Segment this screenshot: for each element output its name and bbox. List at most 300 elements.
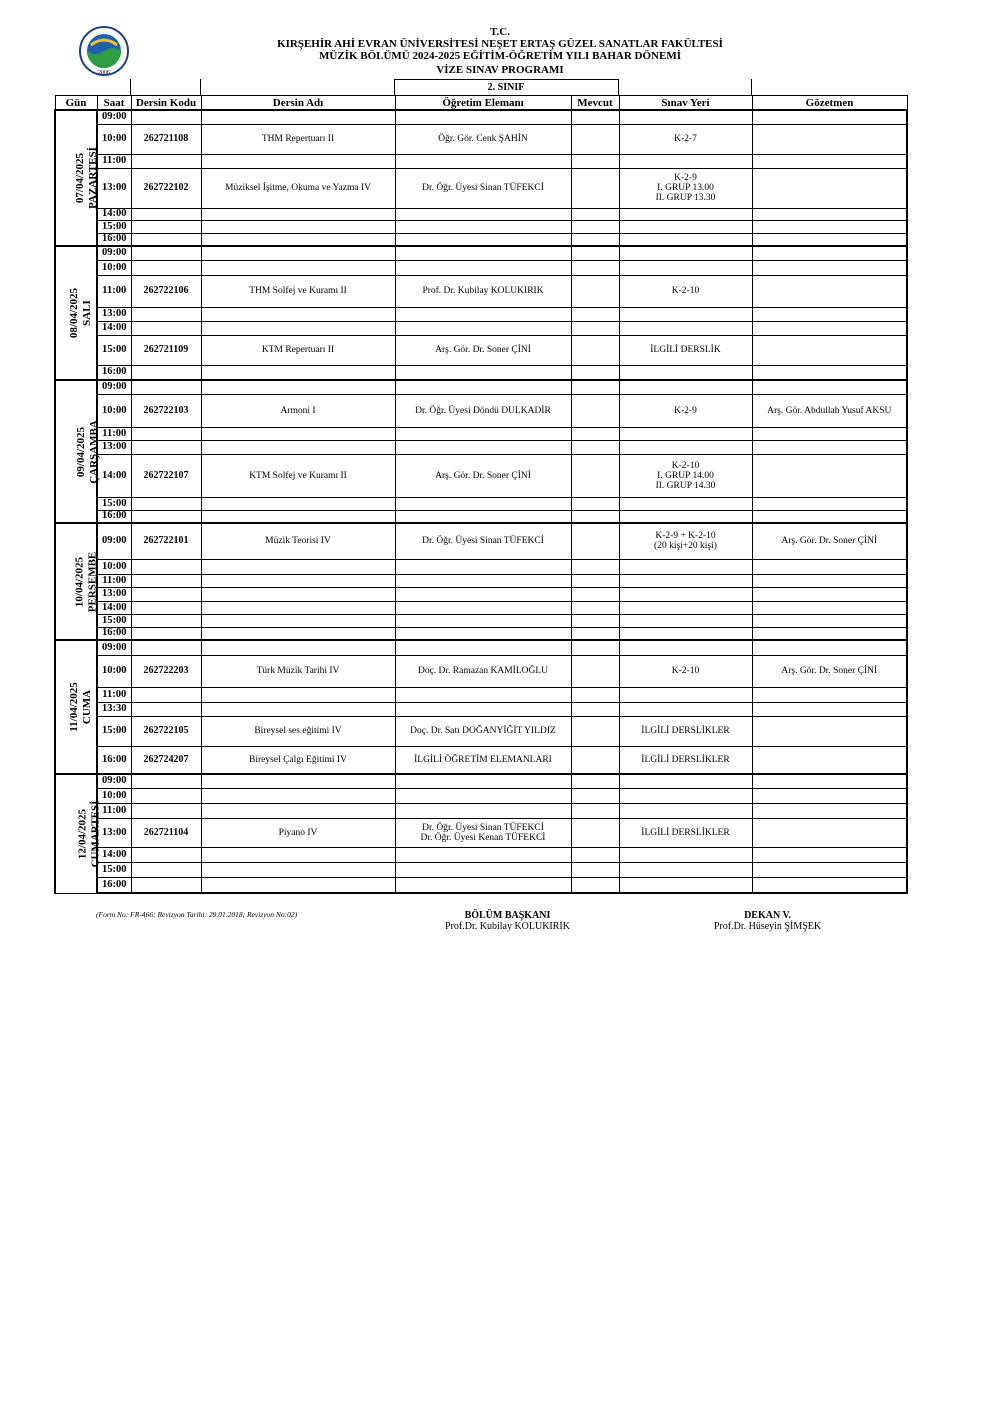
table-row [55, 862, 907, 877]
exam-room-cell [619, 559, 752, 574]
course-name-cell [201, 380, 395, 394]
course-name-cell: THM Repertuarı II [201, 124, 395, 154]
count-cell [571, 774, 619, 788]
day-cell [55, 246, 97, 380]
saat-cell: 09:00 [97, 246, 131, 260]
instructor-cell [395, 687, 571, 702]
course-code-cell [131, 208, 201, 220]
count-cell [571, 655, 619, 687]
course-code-cell: 262721108 [131, 124, 201, 154]
exam-room-cell [619, 233, 752, 246]
table-row [55, 877, 907, 893]
day-block [55, 246, 907, 380]
proctor-cell [752, 154, 907, 168]
saat-cell: 09:00 [97, 640, 131, 655]
proctor-cell [752, 702, 907, 716]
exam-room-cell: İLGİLİ DERSLİK [619, 335, 752, 365]
exam-room-cell-line: I. GRUP 13.00 [657, 183, 714, 193]
table-row [55, 587, 907, 601]
count-cell [571, 220, 619, 233]
course-name-cell [201, 587, 395, 601]
course-name-cell: Armoni I [201, 394, 395, 427]
proctor-cell [752, 110, 907, 124]
saat-cell: 10:00 [97, 655, 131, 687]
col-header-kod: Dersin Kodu [131, 96, 201, 111]
proctor-cell [752, 233, 907, 246]
course-code-cell [131, 427, 201, 440]
instructor-cell [395, 788, 571, 803]
count-cell [571, 275, 619, 307]
day-name: SALI [81, 300, 94, 326]
saat-cell: 11:00 [97, 574, 131, 587]
exam-room-cell [619, 307, 752, 321]
course-name-cell [201, 246, 395, 260]
proctor-cell [752, 687, 907, 702]
count-cell [571, 862, 619, 877]
proctor-cell [752, 275, 907, 307]
saat-cell: 09:00 [97, 774, 131, 788]
day-date: 10/04/2025 [73, 556, 86, 607]
exam-room-cell: K-2-10 [619, 275, 752, 307]
count-cell [571, 335, 619, 365]
instructor-cell: İLGİLİ ÖĞRETİM ELEMANLARI [395, 746, 571, 774]
course-name-cell [201, 687, 395, 702]
course-name-cell [201, 847, 395, 862]
saat-cell: 10:00 [97, 124, 131, 154]
table-row [55, 497, 907, 510]
exam-room-cell: İLGİLİ DERSLİKLER [619, 716, 752, 746]
col-header-yer: Sınav Yeri [619, 96, 752, 111]
course-code-cell [131, 627, 201, 640]
saat-cell: 11:00 [97, 803, 131, 818]
department-head-title: BÖLÜM BAŞKANI [464, 910, 551, 921]
count-cell [571, 574, 619, 587]
day-date: 12/04/2025 [76, 808, 89, 859]
saat-cell: 11:00 [97, 427, 131, 440]
table-row [55, 427, 907, 440]
instructor-cell [395, 321, 571, 335]
instructor-cell [395, 110, 571, 124]
exam-room-cell [619, 427, 752, 440]
table-row [55, 847, 907, 862]
count-cell [571, 154, 619, 168]
logo-year: 2006 [98, 70, 110, 76]
saat-cell: 13:00 [97, 168, 131, 208]
instructor-cell [395, 559, 571, 574]
proctor-cell [752, 774, 907, 788]
course-name-cell: Türk Müzik Tarihi IV [201, 655, 395, 687]
table-row [55, 746, 907, 774]
proctor-cell [752, 627, 907, 640]
proctor-cell: Arş. Gör. Dr. Soner ÇİNİ [752, 655, 907, 687]
course-code-cell [131, 601, 201, 614]
count-cell [571, 877, 619, 893]
course-name-cell [201, 440, 395, 454]
exam-room-cell: K-2-9 [619, 394, 752, 427]
saat-cell: 15:00 [97, 220, 131, 233]
exam-room-cell: K-2-10 [619, 655, 752, 687]
course-code-cell [131, 774, 201, 788]
course-name-cell [201, 110, 395, 124]
col-header-ad: Dersin Adı [201, 96, 395, 111]
count-cell [571, 687, 619, 702]
saat-cell: 13:00 [97, 587, 131, 601]
table-header-row [55, 96, 907, 111]
proctor-cell [752, 380, 907, 394]
instructor-cell [395, 260, 571, 275]
course-code-cell [131, 803, 201, 818]
course-code-cell: 262721104 [131, 818, 201, 847]
instructor-cell [395, 427, 571, 440]
count-cell [571, 716, 619, 746]
table-row [55, 655, 907, 687]
table-row [55, 154, 907, 168]
instructor-cell [395, 510, 571, 523]
course-code-cell [131, 365, 201, 380]
exam-room-cell [619, 627, 752, 640]
course-name-cell [201, 640, 395, 655]
exam-room-cell [619, 365, 752, 380]
course-code-cell [131, 154, 201, 168]
table-row [55, 687, 907, 702]
count-cell [571, 168, 619, 208]
course-name-cell [201, 614, 395, 627]
instructor-cell [395, 627, 571, 640]
exam-room-cell [619, 877, 752, 893]
count-cell [571, 746, 619, 774]
course-code-cell [131, 788, 201, 803]
course-code-cell [131, 587, 201, 601]
day-block [55, 640, 907, 774]
course-name-cell [201, 427, 395, 440]
proctor-cell [752, 208, 907, 220]
saat-cell: 13:30 [97, 702, 131, 716]
department-head-signature [420, 910, 595, 932]
instructor-cell: Prof. Dr. Kubilay KOLUKIRIK [395, 275, 571, 307]
table-row [55, 307, 907, 321]
saat-cell: 13:00 [97, 307, 131, 321]
table-row [55, 788, 907, 803]
count-cell [571, 614, 619, 627]
exam-room-cell [619, 847, 752, 862]
course-name-cell [201, 862, 395, 877]
table-row [55, 220, 907, 233]
saat-cell: 11:00 [97, 154, 131, 168]
course-code-cell: 262722107 [131, 454, 201, 497]
count-cell [571, 847, 619, 862]
course-name-cell [201, 803, 395, 818]
instructor-cell: Doç. Dr. Ramazan KAMİLOĞLU [395, 655, 571, 687]
proctor-cell [752, 574, 907, 587]
count-cell [571, 601, 619, 614]
dean-title: DEKAN V. [744, 910, 791, 921]
exam-room-cell [619, 601, 752, 614]
course-code-cell [131, 233, 201, 246]
saat-cell: 16:00 [97, 233, 131, 246]
course-name-cell: Müziksel İşitme, Okuma ve Yazma IV [201, 168, 395, 208]
saat-cell: 16:00 [97, 510, 131, 523]
course-name-cell [201, 154, 395, 168]
header-tc: T.C. [490, 26, 510, 38]
count-cell [571, 380, 619, 394]
proctor-cell [752, 862, 907, 877]
instructor-cell: Dr. Öğr. Üyesi Sinan TÜFEKCİ [395, 523, 571, 559]
table-row [55, 440, 907, 454]
proctor-cell [752, 497, 907, 510]
table-row [55, 523, 907, 559]
exam-room-cell [619, 440, 752, 454]
saat-cell: 09:00 [97, 523, 131, 559]
count-cell [571, 233, 619, 246]
count-cell [571, 454, 619, 497]
saat-cell: 09:00 [97, 380, 131, 394]
count-cell [571, 440, 619, 454]
exam-room-cell [619, 260, 752, 275]
exam-schedule-table [54, 95, 908, 894]
dean-signature [680, 910, 855, 932]
table-row [55, 208, 907, 220]
course-code-cell [131, 260, 201, 275]
instructor-cell: Doç. Dr. Satı DOĞANYİĞİT YILDIZ [395, 716, 571, 746]
course-name-cell [201, 233, 395, 246]
exam-room-cell-line: (20 kişi+20 kişi) [654, 541, 717, 552]
proctor-cell [752, 260, 907, 275]
exam-room-cell [619, 788, 752, 803]
table-row [55, 574, 907, 587]
count-cell [571, 803, 619, 818]
proctor-cell [752, 427, 907, 440]
count-cell [571, 702, 619, 716]
exam-room-cell-line: K-2-9 + K-2-10 [655, 531, 716, 542]
day-name: PAZARTESİ [86, 147, 99, 209]
instructor-cell: Arş. Gör. Dr. Soner ÇİNİ [395, 335, 571, 365]
exam-room-cell [619, 702, 752, 716]
saat-cell: 14:00 [97, 601, 131, 614]
proctor-cell [752, 307, 907, 321]
instructor-cell [395, 574, 571, 587]
saat-cell: 16:00 [97, 627, 131, 640]
table-row [55, 601, 907, 614]
course-name-cell [201, 321, 395, 335]
exam-room-cell-line: K-2-9 [674, 173, 697, 183]
table-row [55, 454, 907, 497]
saat-cell: 11:00 [97, 687, 131, 702]
table-row [55, 559, 907, 574]
count-cell [571, 587, 619, 601]
table-row [55, 335, 907, 365]
table-row [55, 275, 907, 307]
count-cell [571, 124, 619, 154]
table-row [55, 321, 907, 335]
course-code-cell [131, 110, 201, 124]
proctor-cell [752, 746, 907, 774]
proctor-cell [752, 716, 907, 746]
form-number: (Form No: FR-466; Revizyon Tarihi: 29.01.2018; Revizyon No:02) [96, 910, 298, 919]
proctor-cell [752, 335, 907, 365]
count-cell [571, 523, 619, 559]
course-code-cell: 262724207 [131, 746, 201, 774]
count-cell [571, 510, 619, 523]
exam-room-cell [619, 862, 752, 877]
proctor-cell [752, 614, 907, 627]
instructor-cell [395, 246, 571, 260]
saat-cell: 14:00 [97, 321, 131, 335]
day-cell [55, 380, 100, 523]
day-block [55, 110, 907, 246]
course-code-cell: 262722203 [131, 655, 201, 687]
table-row [55, 365, 907, 380]
course-name-cell [201, 510, 395, 523]
course-code-cell [131, 220, 201, 233]
count-cell [571, 307, 619, 321]
course-name-cell: Müzik Teorisi IV [201, 523, 395, 559]
instructor-cell [395, 774, 571, 788]
course-name-cell [201, 497, 395, 510]
instructor-cell [395, 154, 571, 168]
header-department: MÜZİK BÖLÜMÜ 2024-2025 EĞİTİM-ÖĞRETİM YILI BAHAR DÖNEMİ [319, 50, 681, 62]
saat-cell: 10:00 [97, 260, 131, 275]
proctor-cell [752, 803, 907, 818]
instructor-cell [395, 307, 571, 321]
saat-cell: 15:00 [97, 862, 131, 877]
day-cell [55, 110, 97, 246]
exam-room-cell [619, 510, 752, 523]
proctor-cell [752, 124, 907, 154]
saat-cell: 10:00 [97, 559, 131, 574]
exam-room-cell [619, 574, 752, 587]
proctor-cell [752, 587, 907, 601]
table-row [55, 774, 907, 788]
course-code-cell [131, 246, 201, 260]
course-name-cell [201, 601, 395, 614]
instructor-cell [395, 877, 571, 893]
table-row [55, 168, 907, 208]
count-cell [571, 365, 619, 380]
instructor-cell [395, 847, 571, 862]
saat-cell: 10:00 [97, 788, 131, 803]
table-row [55, 614, 907, 627]
course-name-cell: Piyano IV [201, 818, 395, 847]
exam-room-cell-line: II. GRUP 14.30 [655, 480, 716, 491]
course-name-cell [201, 702, 395, 716]
exam-room-cell [619, 587, 752, 601]
course-code-cell [131, 510, 201, 523]
course-code-cell [131, 862, 201, 877]
course-name-cell [201, 365, 395, 380]
table-row [55, 233, 907, 246]
exam-room-cell [619, 246, 752, 260]
course-name-cell [201, 627, 395, 640]
saat-cell: 14:00 [97, 208, 131, 220]
table-row [55, 260, 907, 275]
instructor-cell: Dr. Öğr. Üyesi Döndü DULKADİR [395, 394, 571, 427]
count-cell [571, 640, 619, 655]
exam-room-cell: İLGİLİ DERSLİKLER [619, 746, 752, 774]
exam-room-cell [619, 220, 752, 233]
count-cell [571, 497, 619, 510]
exam-room-cell [619, 497, 752, 510]
count-cell [571, 818, 619, 847]
count-cell [571, 559, 619, 574]
instructor-cell: Arş. Gör. Dr. Soner ÇİNİ [395, 454, 571, 497]
proctor-cell: Arş. Gör. Abdullah Yusuf AKSU [752, 394, 907, 427]
table-row [55, 246, 907, 260]
exam-room-cell [619, 774, 752, 788]
department-head-name: Prof.Dr. Kubilay KOLUKIRIK [445, 921, 570, 932]
instructor-cell [395, 803, 571, 818]
course-name-cell: Bireysel Çalgı Eğitimi IV [201, 746, 395, 774]
saat-cell: 16:00 [97, 746, 131, 774]
course-name-cell [201, 774, 395, 788]
exam-room-cell: İLGİLİ DERSLİKLER [619, 818, 752, 847]
day-cell [55, 523, 97, 640]
course-code-cell: 262722101 [131, 523, 201, 559]
exam-room-cell-line: I. GRUP 14.00 [657, 470, 714, 481]
course-name-cell [201, 260, 395, 275]
course-name-cell [201, 877, 395, 893]
proctor-cell [752, 321, 907, 335]
table-row [55, 716, 907, 746]
day-name: CUMARTESİ [89, 800, 102, 868]
course-code-cell [131, 640, 201, 655]
count-cell [571, 208, 619, 220]
instructor-cell [395, 818, 571, 847]
instructor-cell-line: Dr. Öğr. Üyesi Kenan TÜFEKCİ [420, 832, 546, 843]
col-header-mevcut: Mevcut [571, 96, 619, 111]
proctor-cell [752, 440, 907, 454]
instructor-cell [395, 862, 571, 877]
instructor-cell [395, 497, 571, 510]
course-code-cell [131, 614, 201, 627]
day-block [55, 380, 907, 523]
exam-room-cell [619, 614, 752, 627]
saat-cell: 10:00 [97, 394, 131, 427]
table-row [55, 124, 907, 154]
proctor-cell [752, 454, 907, 497]
saat-cell: 14:00 [97, 454, 131, 497]
course-code-cell [131, 847, 201, 862]
count-cell [571, 246, 619, 260]
col-header-gun: Gün [55, 96, 97, 111]
course-code-cell: 262722106 [131, 275, 201, 307]
course-name-cell [201, 788, 395, 803]
proctor-cell [752, 510, 907, 523]
exam-room-cell-line: K-2-10 [671, 460, 700, 471]
exam-room-cell [619, 110, 752, 124]
exam-room-cell [619, 687, 752, 702]
exam-room-cell [619, 321, 752, 335]
course-code-cell [131, 574, 201, 587]
saat-cell: 13:00 [97, 818, 131, 847]
instructor-cell [395, 208, 571, 220]
table-row [55, 640, 907, 655]
exam-room-cell [619, 208, 752, 220]
saat-cell: 11:00 [97, 275, 131, 307]
exam-room-cell [619, 154, 752, 168]
instructor-cell [395, 640, 571, 655]
proctor-cell [752, 847, 907, 862]
proctor-cell [752, 788, 907, 803]
dean-name: Prof.Dr. Hüseyin ŞİMŞEK [713, 921, 822, 932]
day-date: 08/04/2025 [68, 287, 81, 339]
table-row [55, 380, 907, 394]
exam-room-cell [619, 640, 752, 655]
count-cell [571, 110, 619, 124]
instructor-cell: Öğr. Gör. Cenk ŞAHİN [395, 124, 571, 154]
proctor-cell [752, 640, 907, 655]
proctor-cell [752, 220, 907, 233]
instructor-cell [395, 440, 571, 454]
